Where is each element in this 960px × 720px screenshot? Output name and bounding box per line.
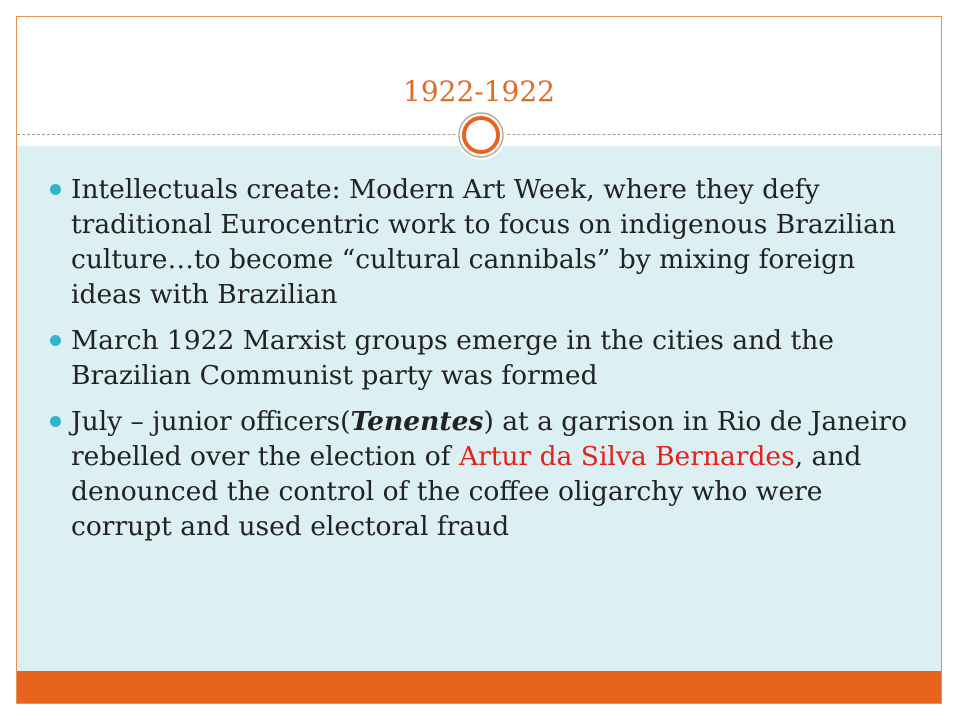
emphasis-term: Tenentes [350, 406, 484, 437]
circle-ornament-icon [455, 109, 507, 161]
bullet-text-part: July – junior officers( [71, 406, 351, 437]
accent-bar [17, 671, 941, 703]
highlighted-name: Artur da Silva Bernardes [458, 441, 795, 472]
bullet-text-part: , and denounced the control of the coffee oligarchy who were corrupt and used electoral fraud [71, 441, 862, 542]
bullet-list [50, 172, 930, 555]
slide-title: 1922-1922 [403, 75, 555, 108]
bullet-dot-icon [50, 184, 61, 195]
bullet-text: March 1922 Marxist groups emerge in the cities and the Brazilian Communist party was formed [71, 325, 834, 391]
bullet-item [50, 323, 930, 393]
bullet-item [50, 404, 930, 544]
bullet-dot-icon [50, 335, 61, 346]
bullet-dot-icon [50, 416, 61, 427]
bullet-item [50, 172, 930, 312]
bullet-text-part: ) at a garrison in Rio de Janeiro rebelled over the election of [71, 406, 908, 472]
bullet-text: Intellectuals create: Modern Art Week, where they defy traditional Eurocentric work to focus on indigenous Brazilian culture…to become “cultural cannibals” by mixing foreign ideas with Brazilian [71, 174, 896, 310]
